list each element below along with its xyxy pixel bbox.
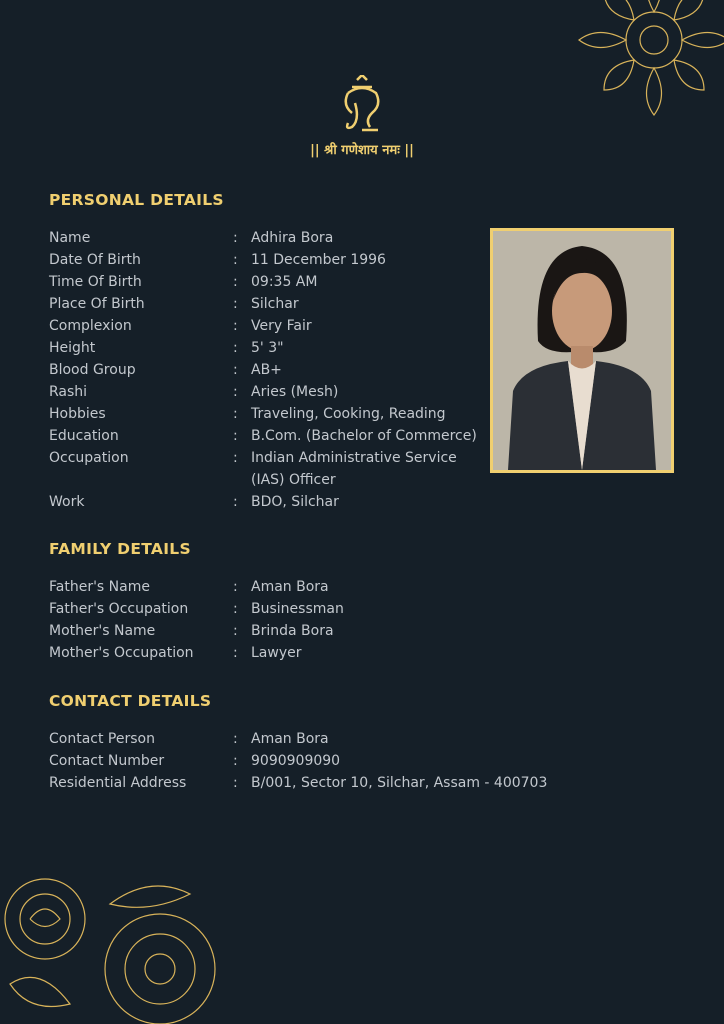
detail-row bbox=[49, 447, 491, 491]
detail-label: Blood Group bbox=[49, 362, 136, 378]
detail-value: Aman Bora bbox=[251, 731, 329, 747]
detail-label: Mother's Name bbox=[49, 623, 156, 639]
detail-value: Very Fair bbox=[251, 318, 312, 334]
detail-row bbox=[49, 359, 491, 381]
detail-row bbox=[49, 249, 491, 271]
detail-value: 5' 3" bbox=[251, 340, 284, 356]
detail-label: Place Of Birth bbox=[49, 296, 145, 312]
family-details-list bbox=[49, 576, 491, 664]
colon-separator: : bbox=[233, 450, 238, 466]
colon-separator: : bbox=[233, 318, 238, 334]
detail-value: Lawyer bbox=[251, 645, 302, 661]
detail-label: Mother's Occupation bbox=[49, 645, 194, 661]
detail-label: Time Of Birth bbox=[49, 274, 142, 290]
detail-row bbox=[49, 598, 491, 620]
detail-label: Education bbox=[49, 428, 119, 444]
detail-value: Silchar bbox=[251, 296, 299, 312]
detail-label: Rashi bbox=[49, 384, 88, 400]
detail-value: AB+ bbox=[251, 362, 282, 378]
detail-value: 09:35 AM bbox=[251, 274, 318, 290]
colon-separator: : bbox=[233, 775, 238, 791]
detail-label: Work bbox=[49, 494, 85, 510]
detail-row bbox=[49, 772, 571, 794]
colon-separator: : bbox=[233, 340, 238, 356]
colon-separator: : bbox=[233, 731, 238, 747]
colon-separator: : bbox=[233, 579, 238, 595]
detail-value: Aries (Mesh) bbox=[251, 384, 339, 400]
detail-value: 9090909090 bbox=[251, 753, 341, 769]
colon-separator: : bbox=[233, 601, 238, 617]
detail-value: BDO, Silchar bbox=[251, 494, 339, 510]
ganesha-icon bbox=[0, 75, 724, 135]
detail-row bbox=[49, 425, 491, 447]
colon-separator: : bbox=[233, 753, 238, 769]
detail-value: Aman Bora bbox=[251, 579, 329, 595]
detail-row bbox=[49, 337, 491, 359]
detail-row bbox=[49, 642, 491, 664]
detail-label: Father's Name bbox=[49, 579, 150, 595]
detail-label: Father's Occupation bbox=[49, 601, 189, 617]
personal-details-heading: PERSONAL DETAILS bbox=[49, 191, 224, 209]
detail-label: Residential Address bbox=[49, 775, 187, 791]
colon-separator: : bbox=[233, 384, 238, 400]
detail-label: Height bbox=[49, 340, 96, 356]
detail-row bbox=[49, 271, 491, 293]
detail-label: Occupation bbox=[49, 450, 129, 466]
contact-details-heading: CONTACT DETAILS bbox=[49, 692, 212, 710]
detail-row bbox=[49, 293, 491, 315]
detail-label: Complexion bbox=[49, 318, 132, 334]
contact-details-list bbox=[49, 728, 571, 794]
detail-value: Indian Administrative Service (IAS) Officer bbox=[251, 450, 457, 488]
profile-photo bbox=[490, 228, 674, 473]
mantra: || श्री गणेशाय नमः || bbox=[310, 143, 414, 158]
colon-separator: : bbox=[233, 252, 238, 268]
person-portrait-icon bbox=[493, 231, 671, 470]
detail-row bbox=[49, 403, 491, 425]
detail-value: Traveling, Cooking, Reading bbox=[251, 406, 446, 422]
colon-separator: : bbox=[233, 494, 238, 510]
detail-value: Adhira Bora bbox=[251, 230, 334, 246]
family-details-heading: FAMILY DETAILS bbox=[49, 540, 191, 558]
colon-separator: : bbox=[233, 274, 238, 290]
detail-row bbox=[49, 728, 571, 750]
detail-row bbox=[49, 315, 491, 337]
detail-label: Date Of Birth bbox=[49, 252, 141, 268]
detail-row bbox=[49, 620, 491, 642]
detail-row bbox=[49, 381, 491, 403]
personal-details-list bbox=[49, 227, 491, 513]
detail-label: Contact Person bbox=[49, 731, 155, 747]
detail-value: B.Com. (Bachelor of Commerce) bbox=[251, 428, 477, 444]
detail-value: Businessman bbox=[251, 601, 344, 617]
detail-label: Hobbies bbox=[49, 406, 106, 422]
detail-value: Brinda Bora bbox=[251, 623, 334, 639]
detail-row bbox=[49, 750, 571, 772]
detail-label: Contact Number bbox=[49, 753, 165, 769]
detail-value: 11 December 1996 bbox=[251, 252, 386, 268]
colon-separator: : bbox=[233, 230, 238, 246]
colon-separator: : bbox=[233, 428, 238, 444]
detail-row bbox=[49, 491, 491, 513]
colon-separator: : bbox=[233, 645, 238, 661]
detail-row bbox=[49, 576, 491, 598]
rose-decoration-icon bbox=[0, 874, 240, 1024]
colon-separator: : bbox=[233, 406, 238, 422]
detail-row bbox=[49, 227, 491, 249]
detail-value: B/001, Sector 10, Silchar, Assam - 400703 bbox=[251, 775, 548, 791]
colon-separator: : bbox=[233, 296, 238, 312]
colon-separator: : bbox=[233, 362, 238, 378]
detail-label: Name bbox=[49, 230, 91, 246]
colon-separator: : bbox=[233, 623, 238, 639]
